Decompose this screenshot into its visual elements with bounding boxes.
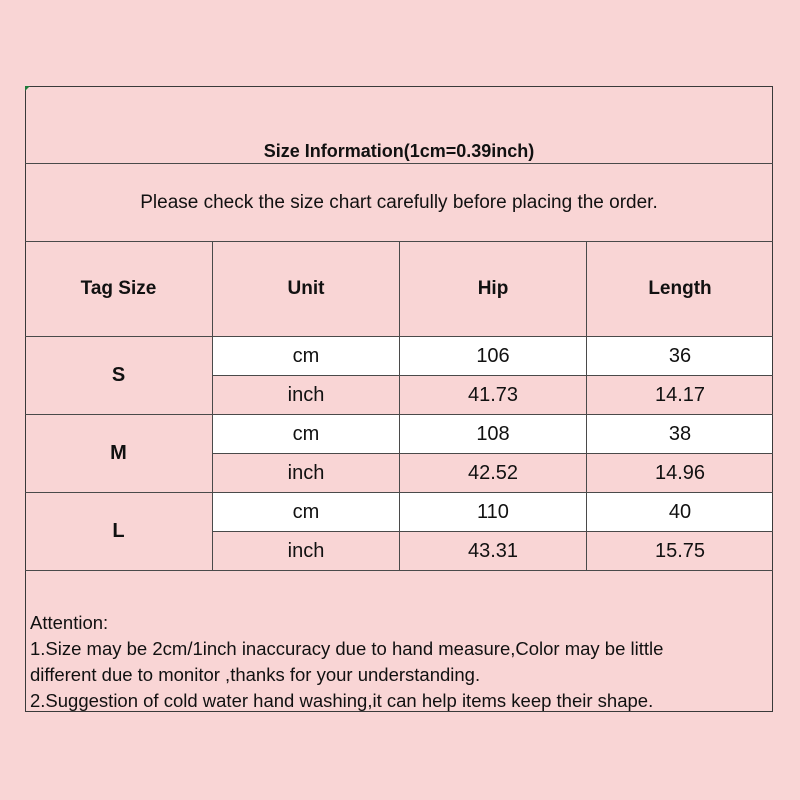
size-label-s: S — [111, 364, 126, 386]
attention-line-3: 2.Suggestion of cold water hand washing,it can help items keep their shape. — [30, 690, 654, 711]
unit-cell: cm — [292, 500, 320, 523]
header-length: Length — [648, 278, 712, 299]
length-cell: 14.96 — [654, 461, 706, 484]
hip-cell: 108 — [476, 422, 510, 445]
length-cell: 14.17 — [654, 383, 706, 406]
size-label-m: M — [110, 442, 127, 464]
size-label-l: L — [112, 520, 125, 542]
hip-cell: 42.52 — [467, 461, 519, 484]
cell-corner-marker — [25, 86, 30, 91]
attention-line-1: 1.Size may be 2cm/1inch inaccuracy due to hand measure,Color may be little — [30, 638, 664, 659]
attention-heading: Attention: — [30, 612, 109, 633]
hip-cell: 43.31 — [467, 539, 519, 562]
attention-notes — [30, 610, 770, 714]
hip-cell: 110 — [477, 500, 509, 523]
unit-cell: inch — [287, 383, 325, 406]
hip-cell: 41.73 — [467, 383, 519, 406]
header-unit: Unit — [287, 278, 325, 299]
length-cell: 15.75 — [654, 539, 706, 562]
unit-cell: cm — [292, 422, 320, 445]
attention-line-2: different due to monitor ,thanks for your understanding. — [30, 664, 481, 685]
chart-subtitle: Please check the size chart carefully before placing the order. — [140, 191, 658, 213]
unit-cell: inch — [287, 539, 325, 562]
hip-cell: 106 — [476, 344, 510, 367]
length-cell: 38 — [668, 422, 692, 445]
unit-cell: inch — [287, 461, 325, 484]
header-tag-size: Tag Size — [80, 278, 157, 299]
length-cell: 40 — [668, 500, 692, 523]
length-cell: 36 — [668, 344, 692, 367]
header-hip: Hip — [477, 278, 509, 299]
chart-title: Size Information(1cm=0.39inch) — [263, 140, 535, 161]
unit-cell: cm — [292, 344, 320, 367]
